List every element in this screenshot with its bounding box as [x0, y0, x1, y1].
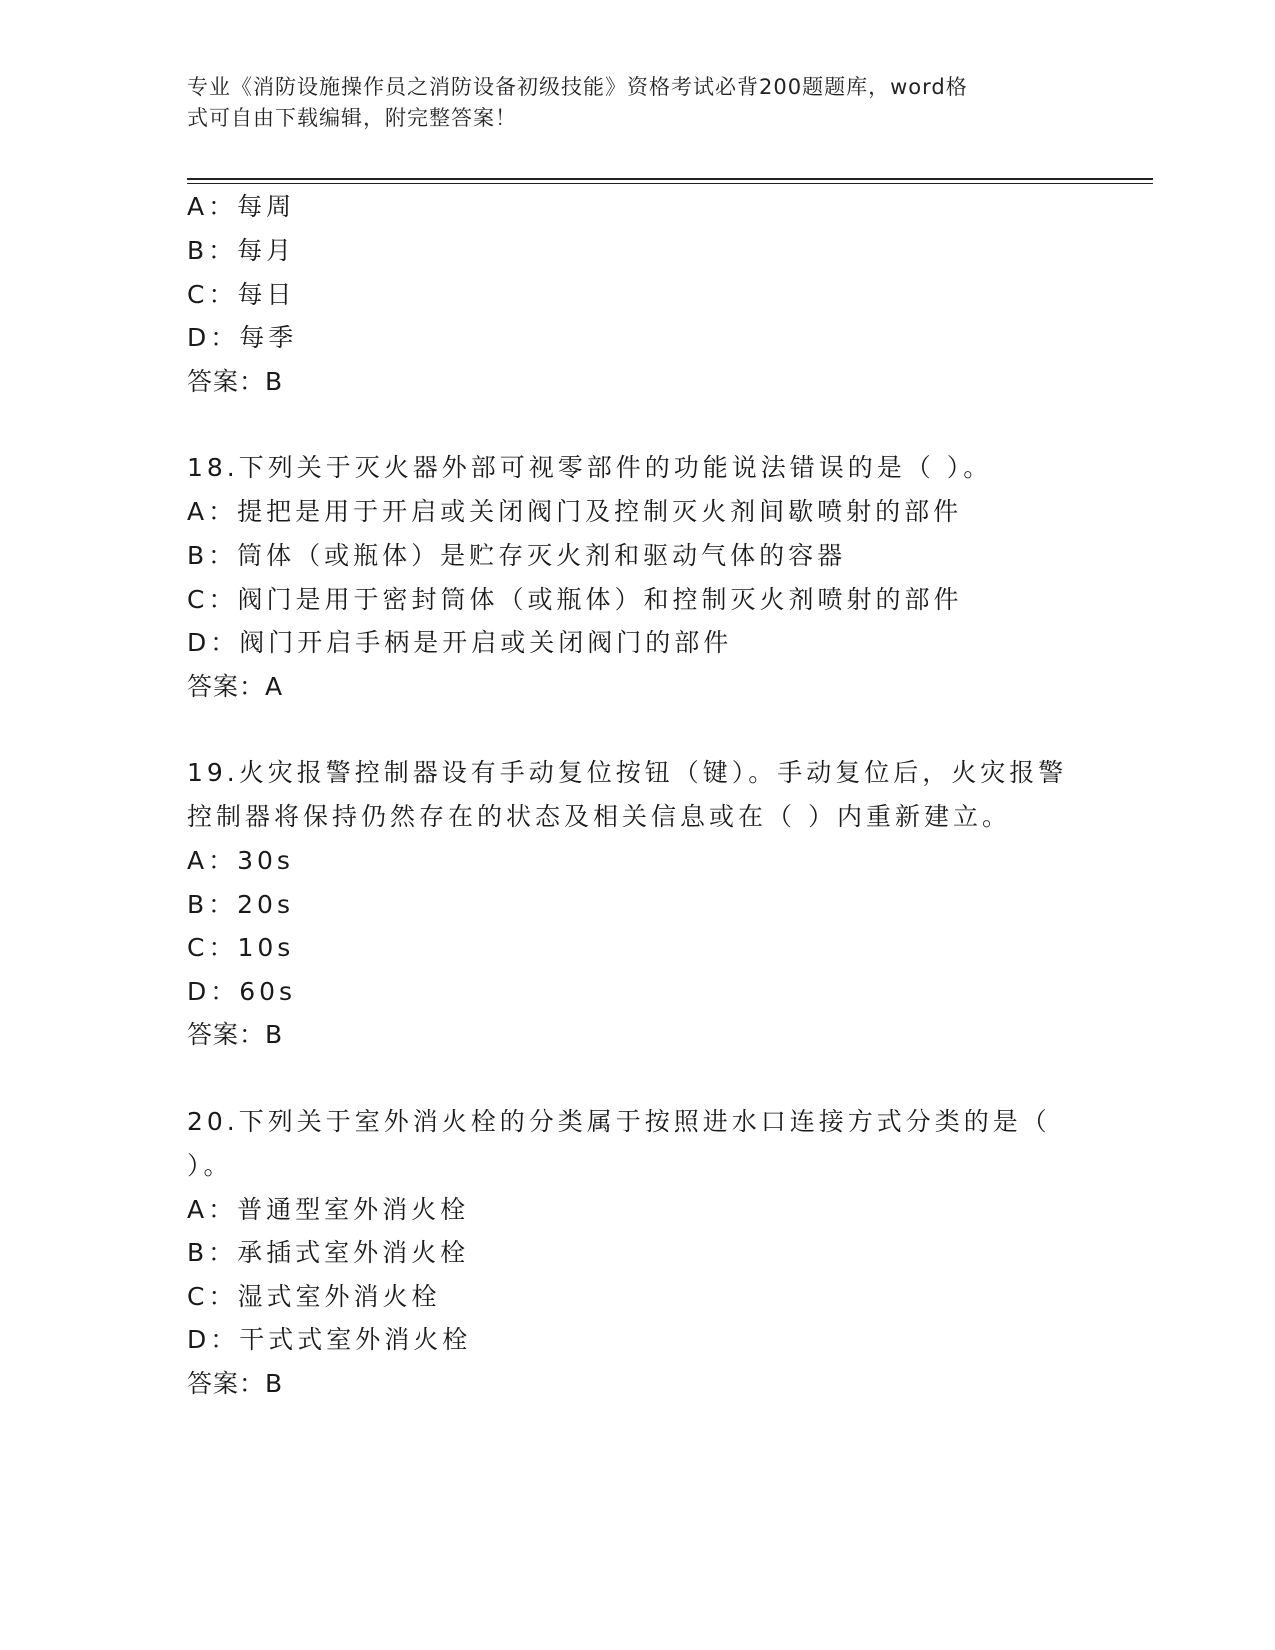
q20-option-c: C：湿式室外消火栓: [187, 1282, 441, 1311]
q19-question-line-2: 控制器将保持仍然存在的状态及相关信息或在（ ）内重新建立。: [187, 802, 1011, 831]
q20-option-a: A：普通型室外消火栓: [187, 1195, 470, 1224]
q17-option-a: A：每周: [187, 192, 296, 221]
q18-option-b: B：筒体（或瓶体）是贮存灭火剂和驱动气体的容器: [187, 541, 847, 570]
q19-option-a: A：30s: [187, 846, 294, 875]
q18-option-d: D：阀门开启手柄是开启或关闭阀门的部件: [187, 628, 733, 657]
q20-option-b: B：承插式室外消火栓: [187, 1238, 470, 1267]
q18-answer: 答案：A: [187, 672, 284, 701]
q18-question: 18.下列关于灭火器外部可视零部件的功能说法错误的是（ ）。: [187, 453, 993, 482]
q19-option-d: D：60s: [187, 977, 297, 1006]
q17-option-b: B：每月: [187, 236, 296, 265]
q19-option-c: C：10s: [187, 933, 295, 962]
q20-option-d: D：干式式室外消火栓: [187, 1325, 472, 1354]
q20-question-line-2: ）。: [187, 1151, 233, 1180]
header-divider-thick: [187, 178, 1153, 180]
q18-option-a: A：提把是用于开启或关闭阀门及控制灭火剂间歇喷射的部件: [187, 497, 963, 526]
q17-answer: 答案：B: [187, 367, 284, 396]
q19-answer: 答案：B: [187, 1020, 284, 1049]
q19-question-line-1: 19.火灾报警控制器设有手动复位按钮（键）。手动复位后，火灾报警: [187, 758, 1068, 787]
header-line-1: 专业《消防设施操作员之消防设备初级技能》资格考试必背200题题库，word格: [187, 75, 968, 99]
q17-option-d: D：每季: [187, 323, 298, 352]
q20-question-line-1: 20.下列关于室外消火栓的分类属于按照进水口连接方式分类的是（: [187, 1107, 1051, 1136]
q19-option-b: B：20s: [187, 890, 294, 919]
q18-option-c: C：阀门是用于密封筒体（或瓶体）和控制灭火剂喷射的部件: [187, 585, 963, 614]
q17-option-c: C：每日: [187, 280, 296, 309]
header-divider-thin: [187, 183, 1153, 184]
document-header: [187, 72, 1087, 134]
q20-answer: 答案：B: [187, 1369, 284, 1398]
header-line-2: 式可自由下载编辑，附完整答案！: [187, 106, 517, 130]
